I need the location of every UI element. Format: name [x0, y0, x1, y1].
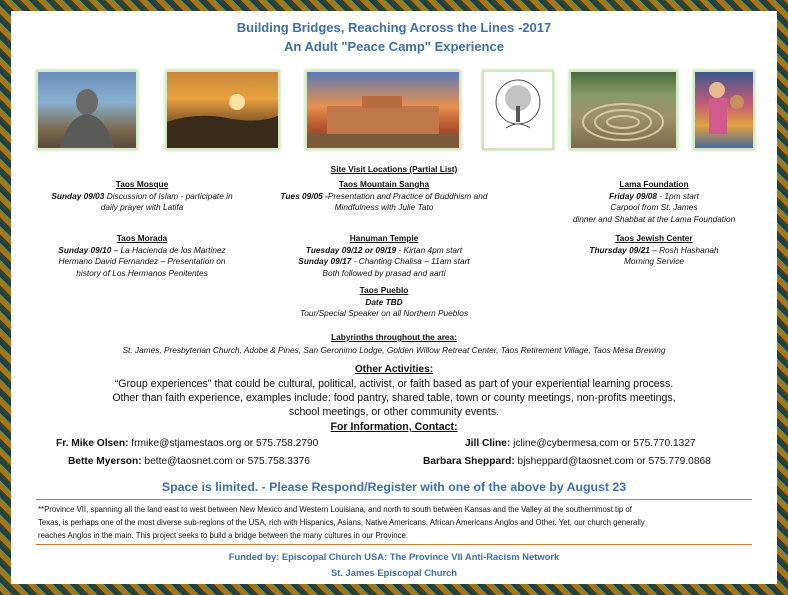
contact-name: Jill Cline:: [465, 438, 511, 449]
site-desc: – La Hacienda de los Martinez: [111, 244, 226, 255]
site-taos-mosque: [22, 179, 262, 214]
contact-name: Barbara Sheppard:: [423, 456, 515, 467]
divider: [36, 544, 752, 545]
contact-info[interactable]: bette@taosnet.com or 575.758.3376: [141, 456, 310, 467]
site-name: Hanuman Temple: [349, 233, 419, 243]
flyer: [14, 14, 774, 581]
flyer-title: Building Bridges, Reaching Across the Lines -2017: [236, 20, 552, 35]
contact-bette-myerson: [68, 456, 310, 467]
site-desc: Morning Service: [624, 256, 684, 266]
site-desc: Both followed by prasad and aarti: [322, 267, 446, 278]
tree-logo-photo: [482, 70, 554, 150]
site-visits-heading: Site Visit Locations (Partial List): [330, 164, 458, 174]
contact-heading: For Information, Contact:: [330, 421, 458, 433]
site-lama-foundation: [534, 179, 774, 225]
site-desc: Hermano David Fernandez – Presentation on: [58, 256, 226, 266]
adobe-building-photo: [305, 70, 461, 150]
sunset-landscape-photo: [165, 70, 280, 150]
site-name: Lama Foundation: [619, 179, 689, 189]
contact-jill-cline: [465, 438, 696, 449]
contact-mike-olsen: [56, 438, 318, 449]
funding-line-2: St. James Episcopal Church: [330, 567, 458, 578]
site-desc: Tour/Special Speaker on all Northern Pueblos: [299, 308, 469, 318]
province-footnote: [38, 503, 752, 542]
site-taos-morada: [22, 233, 262, 279]
labyrinth-photo: [569, 70, 678, 150]
site-desc: Carpool from St. James: [610, 202, 698, 212]
buddha-statue-photo: [36, 70, 138, 150]
flyer-subtitle: An Adult "Peace Camp" Experience: [284, 39, 504, 54]
site-name: Taos Pueblo: [359, 285, 409, 295]
site-desc: - Chanting Chalisa – 11am start: [351, 256, 470, 266]
site-date: Tues 09/05 -: [280, 190, 328, 201]
registration-notice: Space is limited. - Please Respond/Register with one of the above by August 23: [161, 480, 627, 494]
footnote-line: **Province VII, spanning all the land east to west between New Mexico and Western Louisiana, and north to south between Kansas and the Valley at the southernmost tip of: [38, 505, 632, 514]
contact-barbara-sheppard: [423, 456, 711, 467]
activities-heading: Other Activities:: [354, 364, 434, 375]
divider: [36, 499, 752, 500]
site-date: Sunday 09/17: [298, 256, 352, 266]
labyrinths-heading: Labyrinths throughout the area:: [331, 332, 457, 342]
site-date: Date TBD: [365, 296, 403, 307]
site-desc: Presentation and Practice of Buddhism and: [327, 190, 488, 201]
footnote-line: reaches Anglos in the main. This project seeks to build a bridge between the many cultures in our Province.: [38, 531, 408, 540]
footnote-line: Texas, is perhaps one of the most diverse sub-regions of the USA, rich with Hispanics, Asians, Native Americans, African Americans Anglos and Other. Yet, our church generally: [38, 518, 645, 527]
contact-name: Bette Myerson:: [68, 456, 142, 467]
site-name: Taos Mountain Sangha: [338, 179, 430, 189]
site-taos-pueblo: [254, 285, 514, 320]
site-name: Taos Morada: [116, 233, 168, 243]
site-taos-mountain-sangha: [254, 179, 514, 214]
site-desc: - 1pm start: [657, 190, 699, 201]
site-desc: history of Los Hermanos Penitentes: [76, 267, 208, 278]
site-name: Taos Mosque: [115, 179, 169, 189]
site-desc: dinner and Shabbat at the Lama Foundation: [572, 213, 736, 224]
contact-info[interactable]: jcline@cybermesa.com or 575.770.1327: [510, 438, 696, 449]
site-desc: Discussion of Islam - participate in: [104, 190, 233, 201]
site-taos-jewish-center: [534, 233, 774, 268]
site-date: Sunday 09/10: [58, 244, 112, 255]
site-desc: – Rosh Hashanah: [649, 244, 719, 255]
activities-line-2: Other than faith experience, examples include: food pantry, shared table, town or county meetings, non-profits meetings,: [112, 392, 676, 404]
activities-line-1: “Group experiences" that could be cultural, political, activist, or faith based as part of your experiential learning process.: [114, 378, 674, 390]
site-name: Taos Jewish Center: [615, 233, 693, 243]
contact-info[interactable]: frmike@stjamestaos.org or 575.758.2790: [128, 438, 319, 449]
activities-line-3: school meetings, or other community events.: [288, 406, 500, 418]
labyrinths-list: St. James, Presbyterian Church, Adobe & Pines, San Geronimo Lodge, Golden Willow Retreat Center, Taos Retirement Village, Taos Mesa Brewing: [122, 345, 666, 355]
site-desc: - Kirtan 4pm start: [396, 244, 463, 255]
funding-line-1: Funded by: Episcopal Church USA: The Province VII Anti-Racism Network: [228, 551, 560, 562]
hindu-deity-painting: [693, 70, 755, 150]
site-desc: daily prayer with Latifa: [100, 202, 184, 212]
site-desc: Mindfulness with Julie Tato: [334, 202, 434, 212]
site-date: Friday 09/08: [609, 190, 657, 201]
site-date: Tuesday 09/12 or 09/19: [305, 244, 397, 255]
site-hanuman-temple: [254, 233, 514, 279]
site-date: Thursday 09/21: [589, 244, 650, 255]
contact-info[interactable]: bjsheppard@taosnet.com or 575.779.0868: [514, 456, 711, 467]
contact-name: Fr. Mike Olsen:: [56, 438, 129, 449]
site-date: Sunday 09/03: [51, 190, 105, 201]
